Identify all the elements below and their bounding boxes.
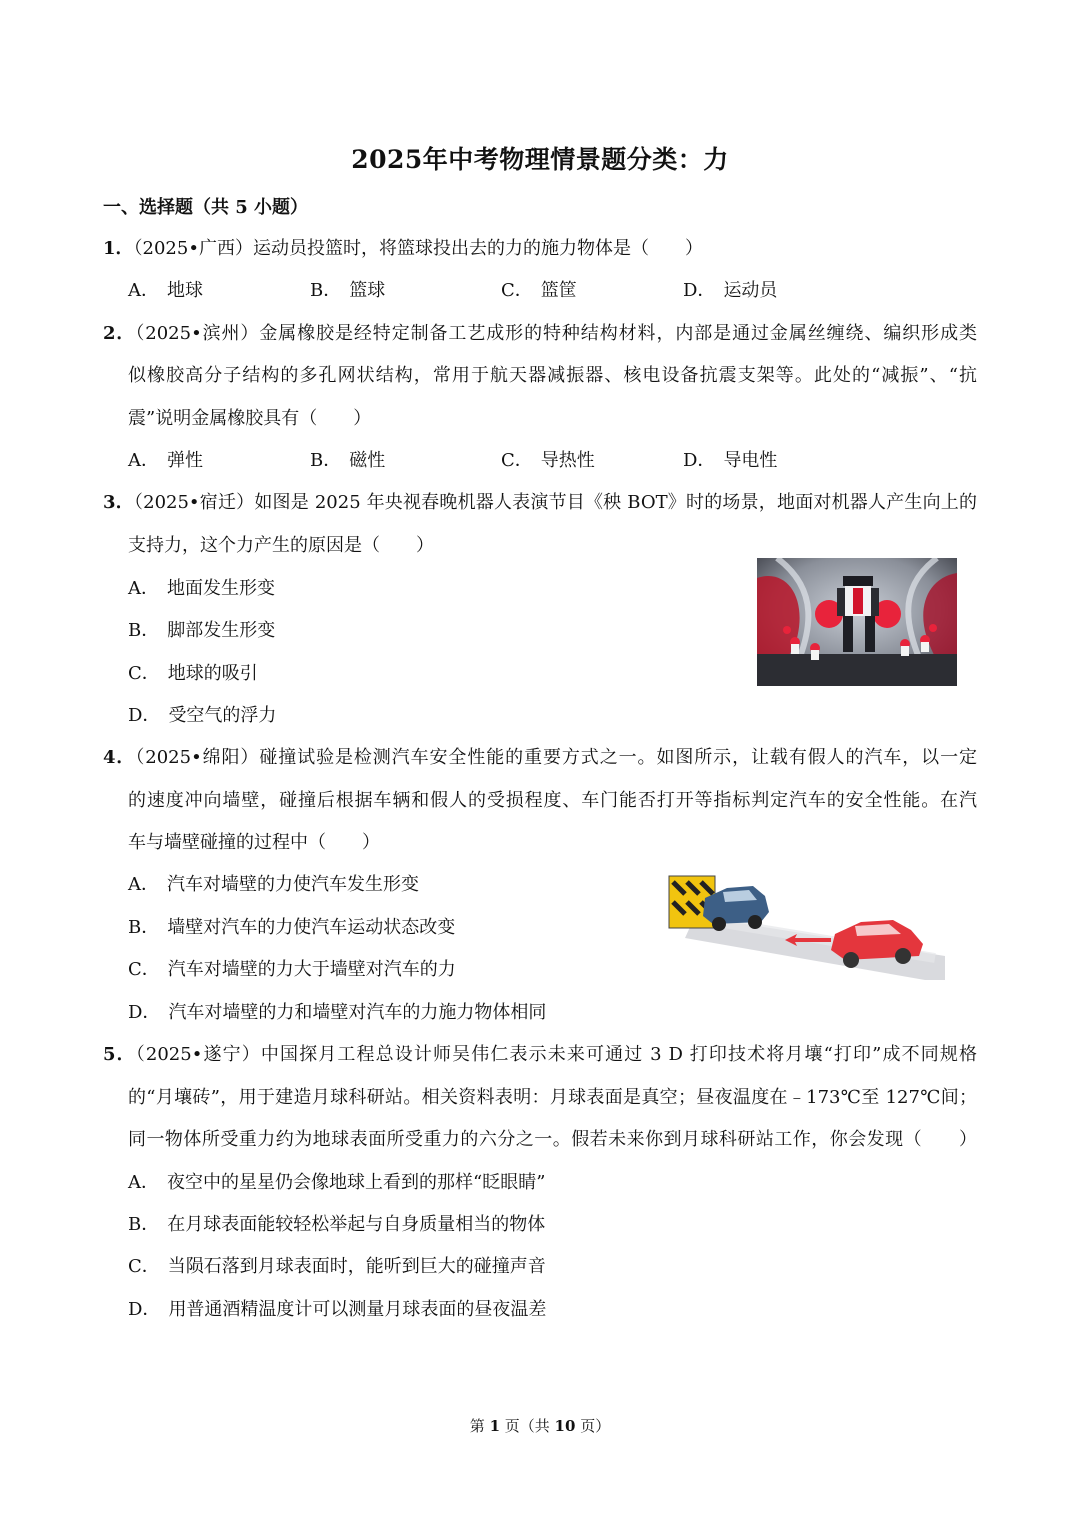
option-c[interactable]: C． 导热性: [501, 450, 595, 471]
question-number: 1．: [103, 238, 134, 259]
option-c[interactable]: C． 地球的吸引: [128, 663, 258, 684]
page-number: 1: [489, 1417, 500, 1435]
option-a[interactable]: A． 地球: [128, 280, 203, 301]
question-text: （2025•遂宁）中国探月工程总设计师吴伟仁表示未来可通过 3 D 打印技术将月壤“打印”成不同规格: [135, 1044, 978, 1065]
question-text: （2025•绵阳）碰撞试验是检测汽车安全性能的重要方式之一。如图所示，让载有假人的汽车，以一定: [135, 747, 978, 768]
option-b[interactable]: B． 在月球表面能较轻松举起与自身质量相当的物体: [128, 1214, 546, 1235]
section-heading: 一、选择题（共 5 小题）: [103, 197, 309, 218]
question-text-line: 的速度冲向墙壁，碰撞后根据车辆和假人的受损程度、车门能否打开等指标判定汽车的安全性能。在汽: [128, 790, 977, 811]
option-c[interactable]: C． 汽车对墙壁的力大于墙壁对汽车的力: [128, 959, 456, 980]
option-b[interactable]: B． 墙壁对汽车的力使汽车运动状态改变: [128, 917, 456, 938]
question-text-line: 车与墙壁碰撞的过程中（ ）: [128, 832, 380, 853]
option-a[interactable]: A． 夜空中的星星仍会像地球上看到的那样“眨眼睛”: [128, 1172, 546, 1193]
page-footer: 第 1 页（共 10 页）: [469, 1417, 611, 1435]
option-d[interactable]: D． 受空气的浮力: [128, 705, 277, 726]
question-text: （2025•滨州）金属橡胶是经特定制备工艺成形的特种结构材料，内部是通过金属丝缠绕、编织形成类: [135, 323, 978, 344]
question-text-line: 支持力，这个力产生的原因是（ ）: [128, 535, 434, 556]
option-b[interactable]: B． 磁性: [310, 450, 386, 471]
option-d[interactable]: D． 汽车对墙壁的力和墙壁对汽车的力施力物体相同: [128, 1002, 547, 1023]
option-b[interactable]: B． 篮球: [310, 280, 386, 301]
option-a[interactable]: A． 汽车对墙壁的力使汽车发生形变: [128, 874, 419, 895]
question-3: [103, 490, 977, 516]
question-4: [103, 745, 977, 771]
page-total: 10: [554, 1417, 576, 1435]
question-1: [103, 236, 703, 262]
robot-performance-image: [757, 558, 957, 686]
option-a[interactable]: A． 弹性: [128, 450, 203, 471]
question-text-line: 震”说明金属橡胶具有（ ）: [128, 408, 372, 429]
question-number: 4．: [103, 747, 136, 768]
option-d[interactable]: D． 运动员: [683, 280, 778, 301]
option-a[interactable]: A． 地面发生形变: [128, 578, 275, 599]
question-number: 3．: [103, 492, 134, 513]
page-title: 2025年中考物理情景题分类：力: [351, 145, 729, 174]
option-b[interactable]: B． 脚部发生形变: [128, 620, 276, 641]
question-text-line: 似橡胶高分子结构的多孔网状结构，常用于航天器减振器、核电设备抗震支架等。此处的“减振”、“抗: [128, 365, 977, 386]
crash-test-image: [665, 868, 945, 980]
question-text-line: 的“月壤砖”，用于建造月球科研站。相关资料表明：月球表面是真空；昼夜温度在﹣173℃至 127℃间；: [128, 1087, 977, 1108]
question-number: 2．: [103, 323, 136, 344]
option-c[interactable]: C． 当陨石落到月球表面时，能听到巨大的碰撞声音: [128, 1256, 546, 1277]
question-2: [103, 321, 977, 347]
question-text: （2025•宿迁）如图是 2025 年央视春晚机器人表演节目《秧 BOT》时的场景，地面对机器人产生向上的: [133, 492, 977, 513]
question-number: 5．: [103, 1044, 136, 1065]
option-d[interactable]: D． 用普通酒精温度计可以测量月球表面的昼夜温差: [128, 1299, 547, 1320]
question-5: [103, 1042, 977, 1068]
option-c[interactable]: C． 篮筐: [501, 280, 577, 301]
option-d[interactable]: D． 导电性: [683, 450, 778, 471]
question-text: （2025•广西）运动员投篮时，将篮球投出去的力的施力物体是（ ）: [133, 238, 703, 259]
question-text-line: 同一物体所受重力约为地球表面所受重力的六分之一。假若未来你到月球科研站工作，你会发现（ ）: [128, 1129, 977, 1150]
